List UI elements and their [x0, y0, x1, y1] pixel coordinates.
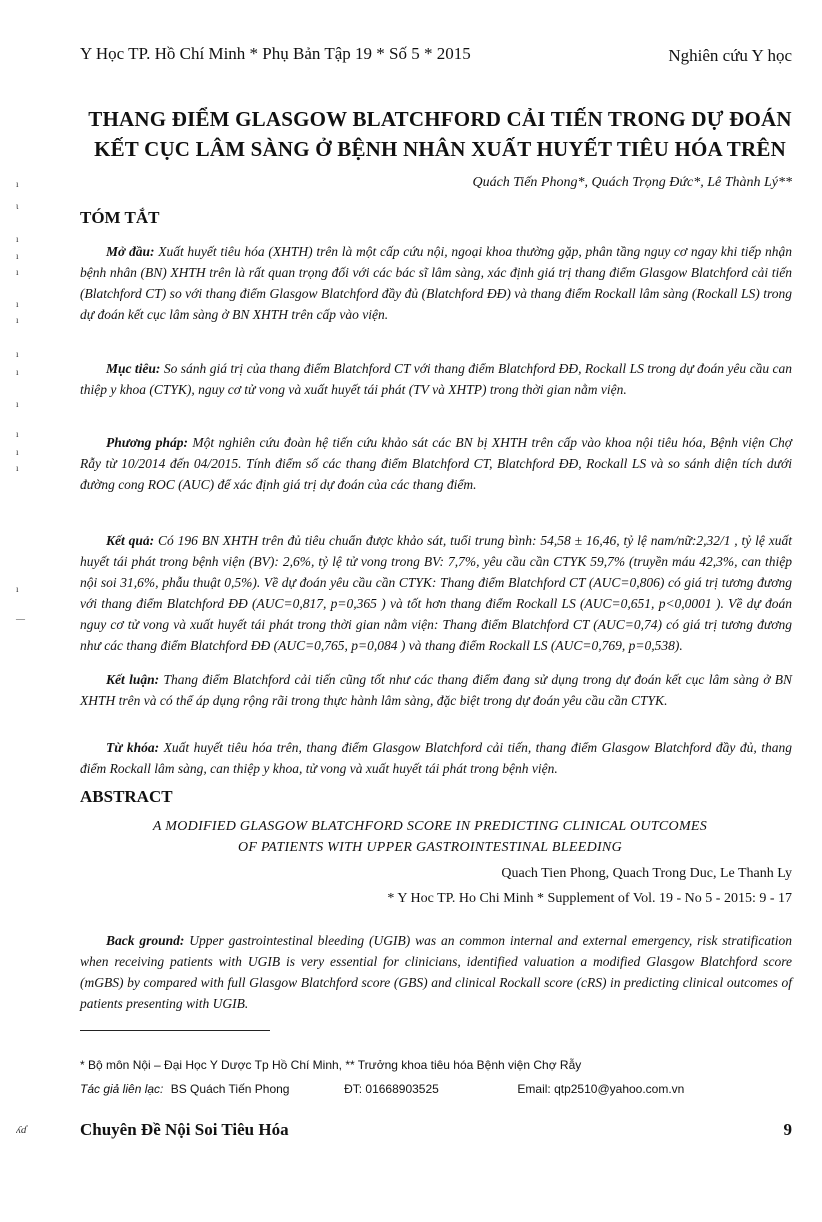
footnote-rule	[80, 1030, 270, 1031]
english-title	[80, 816, 780, 858]
summary-paragraph-methods	[80, 432, 792, 495]
para-label: Kết luận:	[106, 672, 160, 687]
english-title-line-1: A MODIFIED GLASGOW BLATCHFORD SCORE IN PREDICTING CLINICAL OUTCOMES	[152, 819, 708, 834]
abstract-heading: ABSTRACT	[80, 787, 173, 806]
contact-name: BS Quách Tiến Phong	[170, 1082, 290, 1096]
footnote-contact	[80, 1082, 792, 1096]
margin-scribble: ʎɗ	[16, 1124, 27, 1136]
title-line-2: KẾT CỤC LÂM SÀNG Ở BỆNH NHÂN XUẤT HUYẾT TIÊU HÓA TRÊN	[94, 137, 786, 161]
para-text: Xuất huyết tiêu hóa trên, thang điểm Glasgow Blatchford cải tiến, thang điểm Glasgow Blatchford đầy đủ, thang điểm Rockall lâm sàng, can thiệp y khoa, tử vong và xuất huyết tái phát trong bệnh viện.	[80, 740, 792, 776]
title-line-1: THANG ĐIỂM GLASGOW BLATCHFORD CẢI TIẾN TRONG DỰ ĐOÁN	[88, 107, 792, 131]
authors: Quách Tiến Phong*, Quách Trọng Đức*, Lê Thành Lý**	[472, 175, 792, 190]
section-header: Nghiên cứu Y học	[668, 46, 792, 65]
summary-heading: TÓM TẮT	[80, 208, 160, 227]
para-label: Từ khóa:	[106, 740, 160, 755]
summary-paragraph-results	[80, 530, 792, 656]
footnote-affiliations: * Bộ môn Nội – Đại Học Y Dược Tp Hồ Chí Minh, ** Trưởng khoa tiêu hóa Bệnh viện Chợ Rẫy	[80, 1058, 582, 1072]
contact-phone: ĐT: 01668903525	[344, 1082, 439, 1096]
para-label: Mở đầu:	[106, 244, 155, 259]
summary-paragraph-intro	[80, 241, 792, 325]
citation: * Y Hoc TP. Ho Chi Minh * Supplement of Vol. 19 - No 5 - 2015: 9 - 17	[387, 891, 792, 906]
summary-paragraph-objective	[80, 358, 792, 400]
english-authors: Quach Tien Phong, Quach Trong Duc, Le Thanh Ly	[501, 866, 792, 881]
page-number: 9	[783, 1120, 792, 1139]
article-title	[70, 104, 810, 164]
contact-email: Email: qtp2510@yahoo.com.vn	[517, 1082, 685, 1096]
summary-paragraph-keywords	[80, 737, 792, 779]
para-label: Phương pháp:	[106, 435, 188, 450]
abstract-background	[80, 930, 792, 1014]
para-label: Mục tiêu:	[106, 361, 161, 376]
footer-title: Chuyên Đề Nội Soi Tiêu Hóa	[80, 1120, 289, 1139]
contact-label: Tác giả liên lạc:	[80, 1082, 164, 1096]
para-text: Một nghiên cứu đoàn hệ tiến cứu khảo sát các BN bị XHTH trên cấp vào khoa nội tiêu hóa, Bệnh viện Chợ Rẫy từ 10/2014 đến 04/2015. Tính điểm số các thang điểm Blatchford CT, Blatchford ĐĐ, Rockall LS và so sánh diện tích dưới đường cong ROC (AUC) để xác định giá trị dự đoán của các thang điểm.	[80, 435, 792, 492]
journal-header: Y Học TP. Hồ Chí Minh * Phụ Bản Tập 19 * Số 5 * 2015	[80, 44, 471, 63]
summary-paragraph-conclusion	[80, 669, 792, 711]
para-label: Back ground:	[106, 933, 185, 948]
para-text: So sánh giá trị của thang điểm Blatchford CT với thang điểm Blatchford ĐĐ, Rockall LS trong dự đoán yêu cầu can thiệp y khoa (CTYK), nguy cơ tử vong và xuất huyết tái phát (TV và XHTP) trong thời gian nằm viện.	[80, 361, 792, 397]
para-text: Upper gastrointestinal bleeding (UGIB) was an common internal and external emergency, risk stratification when receiving patients with UGIB is very essential for clinicians, identified valuation a modified Glasgow Blatchford score (mGBS) by compared with full Glasgow Blatchford score (GBS) and clinical Rockall score (cRS) in predicting clinical outcomes of patients presenting with UGIB.	[80, 933, 793, 1011]
para-text: Có 196 BN XHTH trên đủ tiêu chuẩn được khảo sát, tuổi trung bình: 54,58 ± 16,46, tỷ lệ nam/nữ:2,32/1 , tỷ lệ xuất huyết tái phát trong bệnh viện (BV): 2,6%, tỷ lệ tử vong trong BV: 7,7%, yêu cầu cần CTYK 59,7% (truyền máu 42,3%, can thiệp nội soi 31,6%, phẫu thuật 0,5%). Về dự đoán yêu cầu cần CTYK: Thang điểm Blatchford CT (AUC=0,806) có giá trị tương đương với thang điểm Blatchford ĐĐ (AUC=0,817, p=0,365 ) và tốt hơn thang điểm Rockall LS (AUC=0,651, p<0,0001 ). Về dự đoán nguy cơ tử vong và xuất huyết tái phát trong thời gian nằm viện: Thang điểm Blatchford CT (AUC=0,74) có giá trị tương đương như các thang điểm Blatchford ĐĐ (AUC=0,765, p=0,084 ) và thang điểm Rockall LS (AUC=0,769, p=0,538).	[80, 533, 792, 653]
english-title-line-2: OF PATIENTS WITH UPPER GASTROINTESTINAL BLEEDING	[238, 840, 622, 855]
para-text: Xuất huyết tiêu hóa (XHTH) trên là một cấp cứu nội, ngoại khoa thường gặp, phân tầng nguy cơ ngay khi tiếp nhận bệnh nhân (BN) XHTH trên là rất quan trọng đối với các bác sĩ lâm sàng, xác định giá trị thang điểm Glasgow Blatchford cải tiến (Blatchford CT) so với thang điểm Glasgow Blatchford đầy đủ (Blatchford ĐĐ) và thang điểm Rockall lâm sàng (Rockall LS) trong dự đoán kết cục lâm sàng ở BN XHTH trên cấp vào viện.	[80, 244, 792, 322]
para-label: Kết quả:	[106, 533, 155, 548]
para-text: Thang điểm Blatchford cải tiến cũng tốt như các thang điểm đang sử dụng trong dự đoán kết cục lâm sàng ở BN XHTH trên và có thể áp dụng rộng rãi trong thực hành lâm sàng, đặc biệt trong dự đoán yêu cầu cần CTYK.	[80, 672, 792, 708]
